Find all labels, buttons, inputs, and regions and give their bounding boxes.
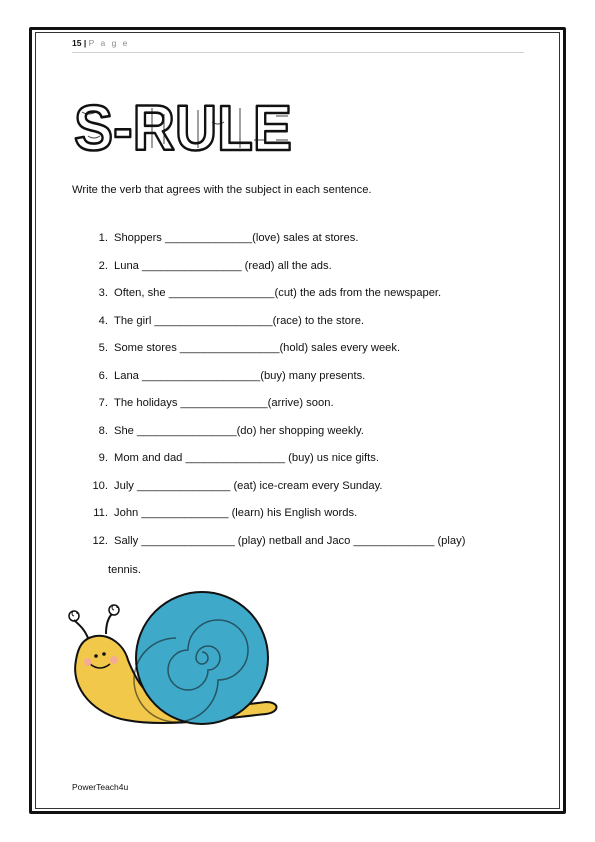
page-number: 15 (72, 38, 82, 48)
question-number: 2. (98, 259, 108, 272)
page-word: P a g e (88, 38, 130, 48)
page-separator: | (83, 38, 87, 48)
question-number: 7. (98, 397, 108, 409)
question-number: 11. (93, 507, 108, 519)
question-text: Sally _______________ (play) netball and Jaco _____________ (play) (114, 534, 466, 547)
question-text: The girl ___________________(race) to the store. (114, 314, 365, 327)
question-item (90, 396, 540, 424)
question-number: 4. (98, 314, 108, 327)
question-number: 8. (98, 424, 108, 437)
question-text: July _______________ (eat) ice-cream every Sunday. (114, 479, 383, 492)
question-item (90, 451, 540, 479)
title-text: S-RULE (74, 92, 292, 164)
question-item (90, 259, 540, 287)
question-text: Some stores ________________(hold) sales every week. (114, 342, 401, 354)
snail-eye-left (94, 654, 98, 658)
snail-illustration (66, 590, 281, 750)
snail-eye-right (102, 652, 106, 656)
question-number: 12. (92, 534, 108, 547)
question-text: The holidays ______________(arrive) soon. (114, 397, 334, 409)
question-text: Mom and dad ________________ (buy) us nice gifts. (114, 452, 379, 464)
title-s-rule (70, 92, 300, 164)
question-text: Luna ________________ (read) all the ads. (114, 259, 332, 272)
question-text: John ______________ (learn) his English words. (114, 507, 358, 519)
question-text: She ________________(do) her shopping weekly. (114, 424, 364, 437)
question-text: Shoppers ______________(love) sales at stores. (114, 232, 359, 244)
snail-shell (136, 592, 268, 724)
question-number: 5. (98, 342, 108, 354)
footer-brand: PowerTeach4u (72, 782, 129, 792)
question-item (90, 506, 540, 534)
question-item (90, 286, 540, 314)
question-item (90, 534, 540, 562)
question-number: 1. (98, 232, 108, 244)
question-item (90, 369, 540, 397)
question-item (90, 479, 540, 507)
instruction-text: Write the verb that agrees with the subject in each sentence. (72, 184, 372, 196)
question-item (90, 341, 540, 369)
question-item (90, 314, 540, 342)
question-number: 9. (98, 452, 108, 464)
question-text: Lana ___________________(buy) many presents. (114, 369, 366, 382)
question-number: 10. (92, 479, 108, 492)
question-item (90, 424, 540, 452)
question-item (90, 231, 540, 259)
question-12-continuation: tennis. (108, 564, 141, 576)
question-number: 3. (98, 287, 108, 299)
question-list (90, 231, 540, 561)
question-text: Often, she _________________(cut) the ads from the newspaper. (114, 287, 442, 299)
question-number: 6. (98, 369, 108, 382)
page-header (72, 38, 524, 53)
